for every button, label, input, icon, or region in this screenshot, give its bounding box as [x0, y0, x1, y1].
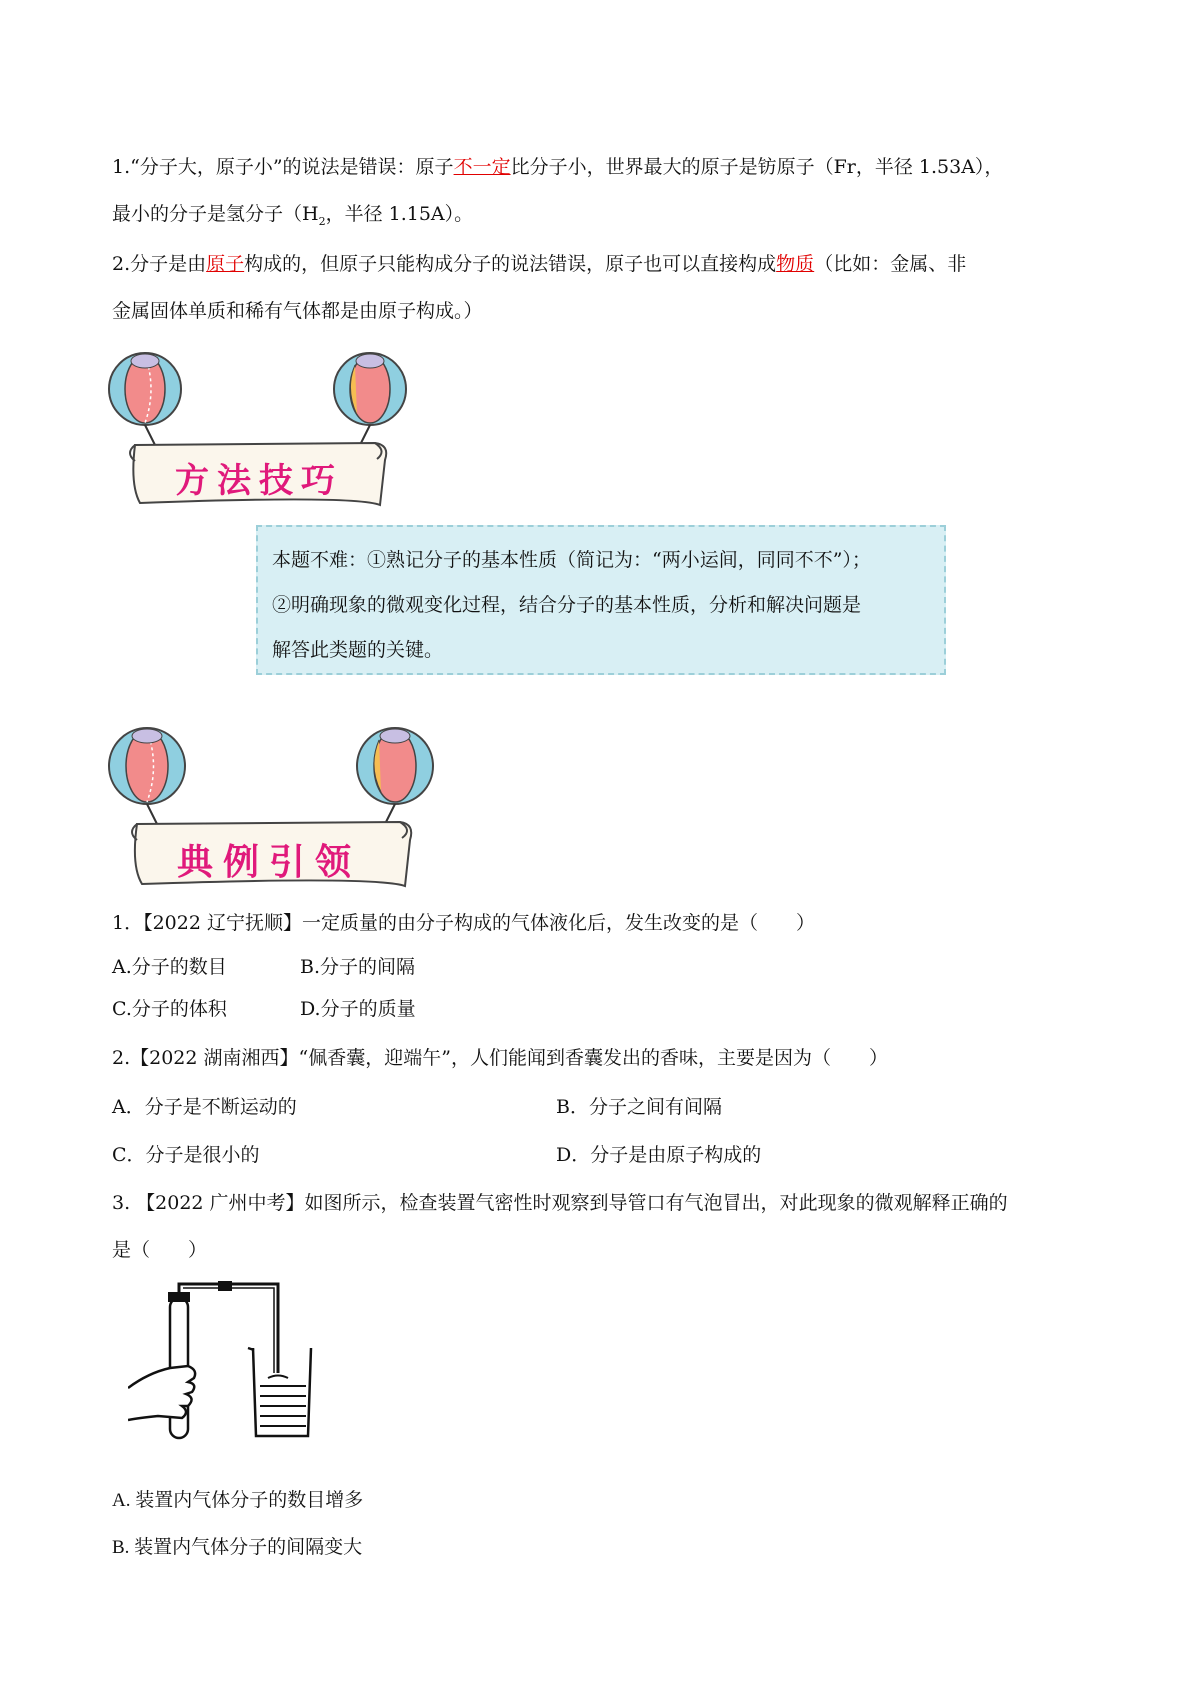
- balloon-left-icon: [109, 728, 185, 824]
- highlight-not-necessarily: 不一定: [453, 156, 511, 178]
- q1-option-b: B.分子的间隔: [300, 956, 416, 978]
- q2-option-c: C．分子是很小的: [112, 1144, 260, 1166]
- q2-option-b: B．分子之间有间隔: [556, 1096, 722, 1118]
- q2-option-a: A．分子是不断运动的: [112, 1096, 297, 1118]
- balloon-left-icon: [109, 353, 181, 445]
- methods-banner-title: 方法技巧: [175, 461, 343, 501]
- q1-option-a: A.分子的数目: [112, 956, 227, 978]
- tip-line-1: 本题不难：①熟记分子的基本性质（简记为：“两小运间，同同不不”）；: [272, 549, 871, 571]
- q2-option-d: D．分子是由原子构成的: [556, 1144, 762, 1166]
- examples-banner-title: 典例引领: [177, 841, 362, 883]
- note-2-line-2: 金属固体单质和稀有气体都是由原子构成。）: [112, 300, 483, 322]
- q1-option-c: C.分子的体积: [112, 998, 227, 1020]
- q3-stem-line-2: 是（ ）: [112, 1239, 208, 1261]
- q1-stem: 1．【2022 辽宁抚顺】一定质量的由分子构成的气体液化后，发生改变的是（ ）: [112, 912, 815, 934]
- balloon-right-icon: [334, 353, 406, 445]
- q3-stem-line-1: 3. 【2022 广州中考】如图所示，检查装置气密性时观察到导管口有气泡冒出，对此现象的微观解释正确的: [112, 1192, 1008, 1214]
- tip-line-3: 解答此类题的关键。: [272, 639, 444, 661]
- examples-banner: [105, 720, 445, 895]
- highlight-atom: 原子: [206, 253, 245, 275]
- q3-option-b: B. 装置内气体分子的间隔变大: [112, 1537, 363, 1558]
- tip-box: [256, 525, 946, 675]
- note-2-line-1: 2.分子是由原子构成的，但原子只能构成分子的说法错误，原子也可以直接构成物质（比如：金属、非: [112, 253, 967, 275]
- note-1-line-1: 1.“分子大，原子小”的说法是错误：原子不一定比分子小，世界最大的原子是钫原子（Fr，半径 1.53A），: [112, 156, 1004, 178]
- q1-option-d: D.分子的质量: [300, 998, 416, 1020]
- q3-option-a: A. 装置内气体分子的数目增多: [112, 1490, 364, 1511]
- methods-banner: [105, 345, 415, 515]
- test-tube-beaker-icon: [128, 1278, 313, 1448]
- q2-stem: 2.【2022 湖南湘西】“佩香囊，迎端午”，人们能闻到香囊发出的香味，主要是因为（ ）: [112, 1047, 888, 1069]
- tip-line-2: ②明确现象的微观变化过程，结合分子的基本性质，分析和解决问题是: [272, 594, 862, 616]
- apparatus-figure: [128, 1278, 313, 1448]
- note-1-line-2: 最小的分子是氢分子（$H_2$，半径 1.15A）。: [112, 203, 474, 228]
- balloon-right-icon: [357, 728, 433, 824]
- highlight-matter: 物质: [776, 253, 815, 275]
